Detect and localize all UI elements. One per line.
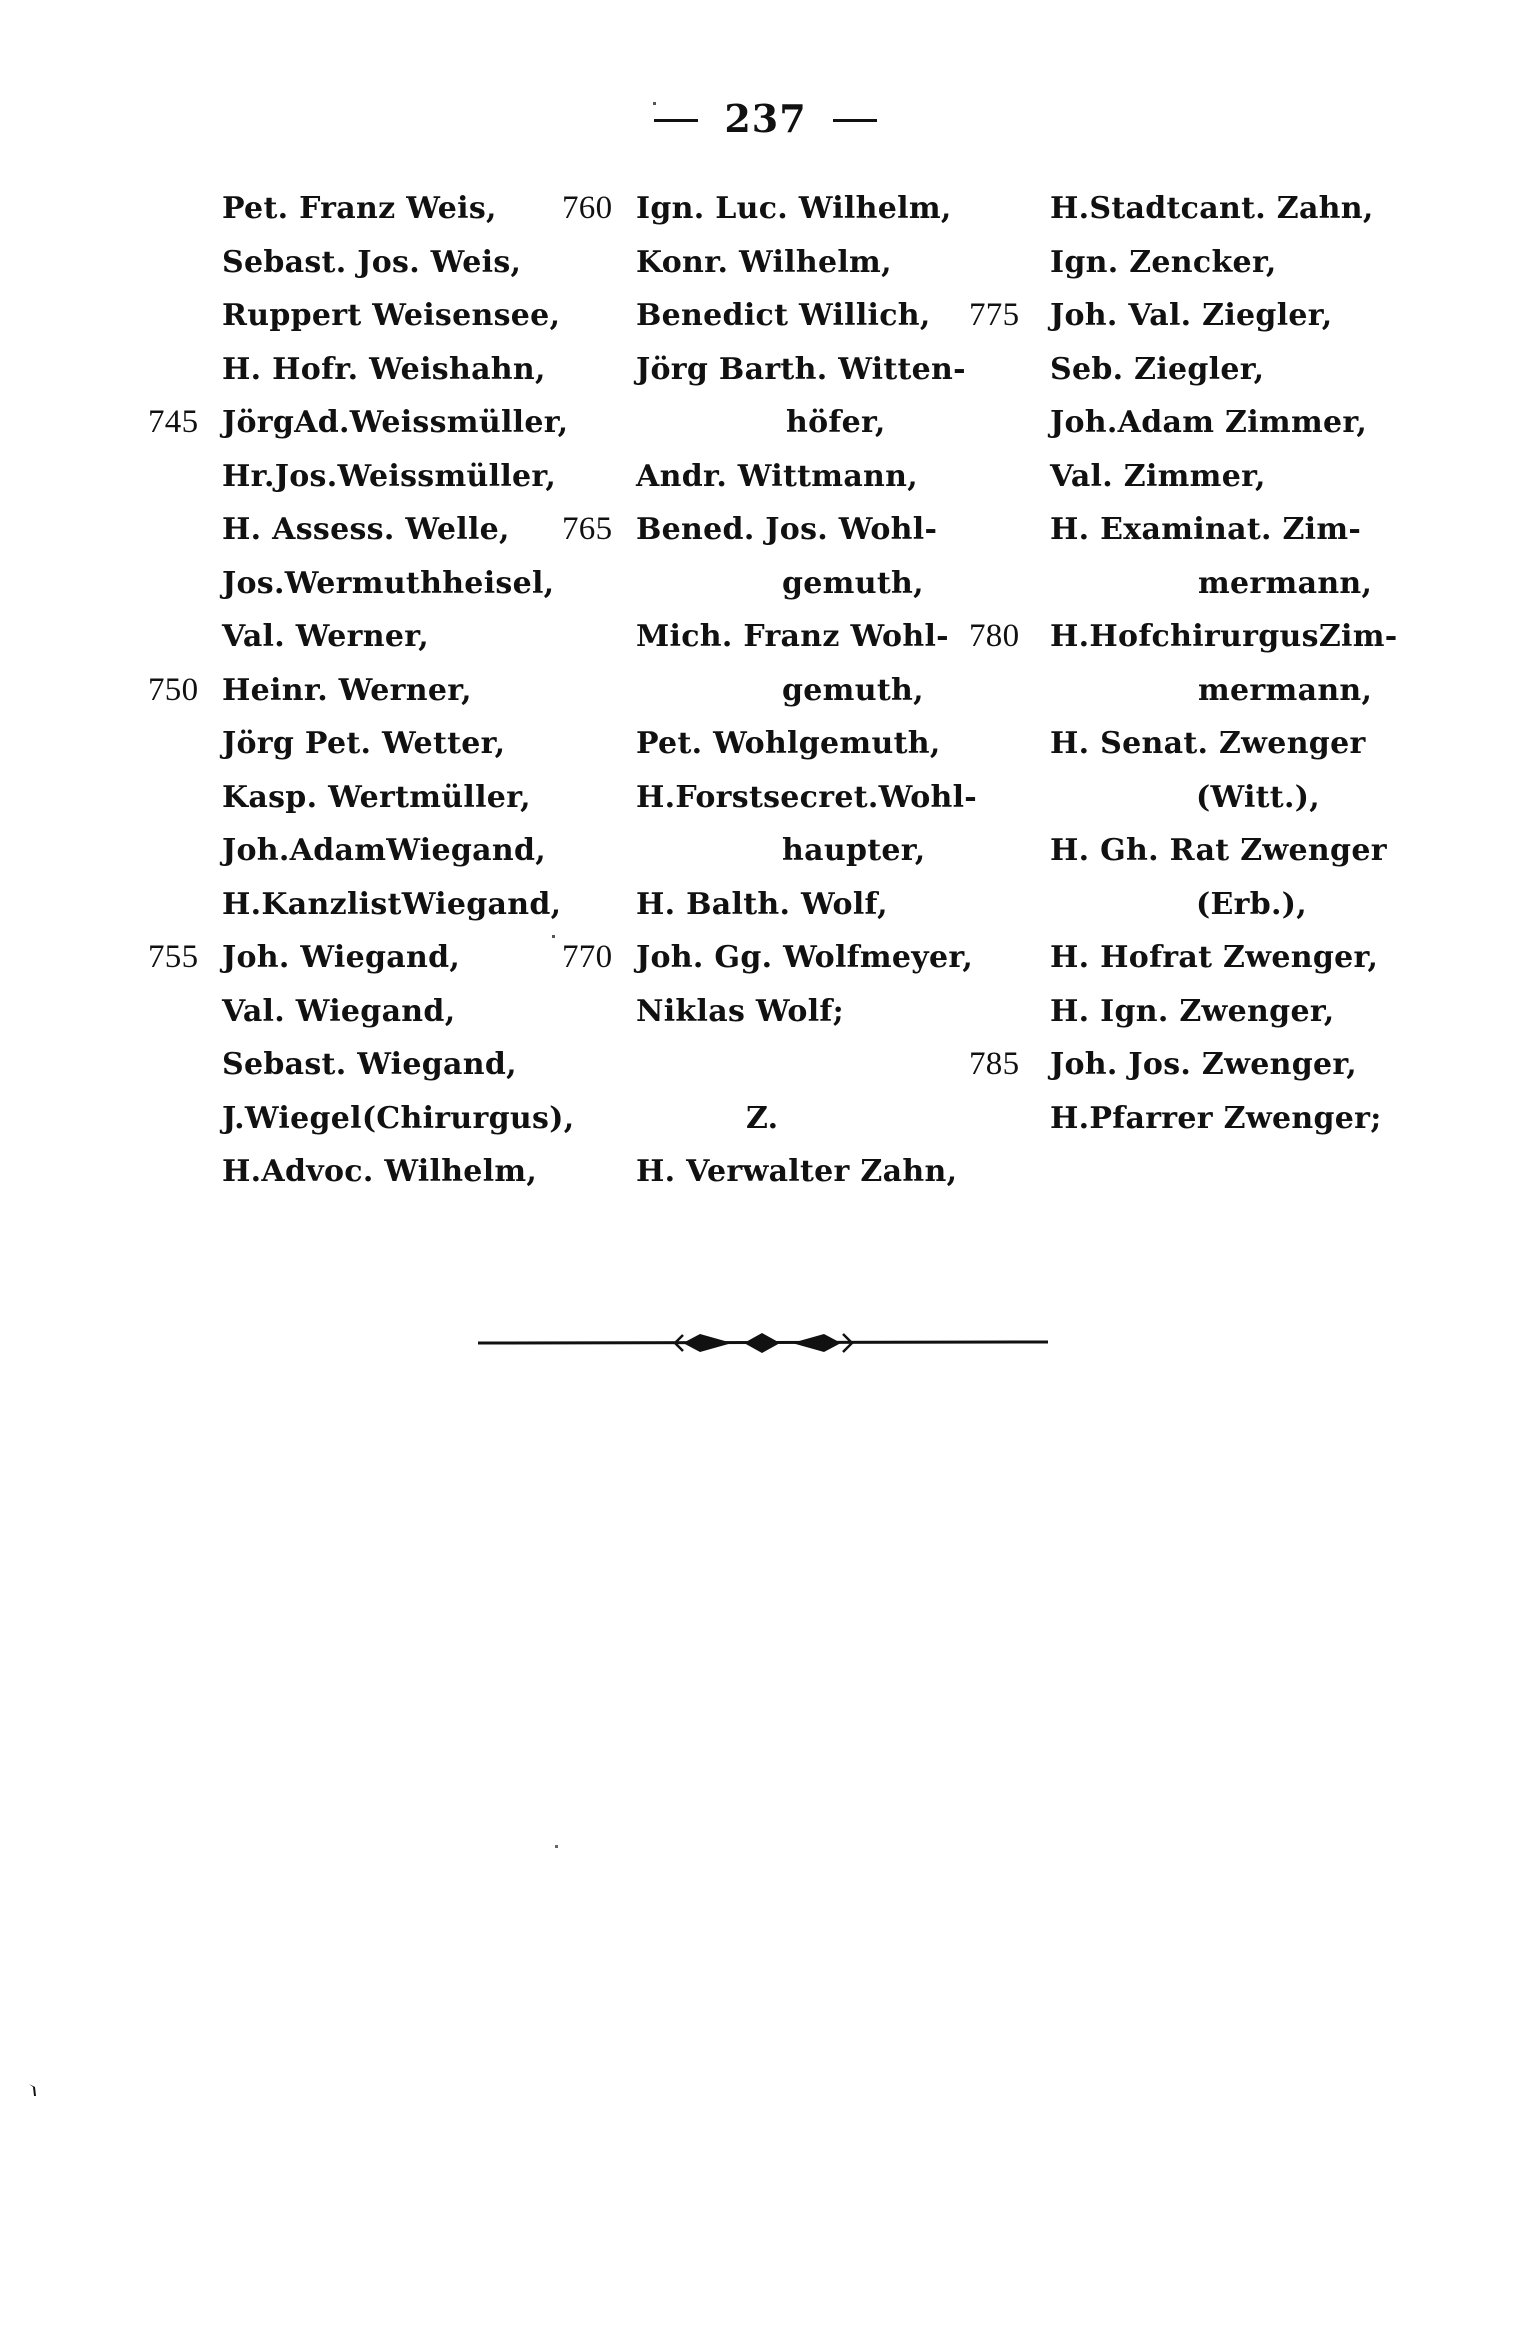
entry-name: H. Hofr. Weishahn, xyxy=(222,351,546,387)
entry-name: Ruppert Weisensee, xyxy=(222,298,561,333)
em-dash-right xyxy=(833,119,877,122)
entry-name: (Erb.), xyxy=(1196,886,1308,922)
entry-name: Andr. Wittmann, xyxy=(636,458,919,494)
entry-name: Jörg Pet. Wetter, xyxy=(222,726,506,761)
entry-name: höfer, xyxy=(786,405,886,440)
entry-name: H. Ign. Zwenger, xyxy=(1050,993,1335,1029)
entry-name: Val. Wiegand, xyxy=(222,993,456,1029)
entry-name: Val. Zimmer, xyxy=(1050,458,1266,494)
entry-name: Joh. Wiegand, xyxy=(222,940,461,975)
entry-name: Ign. Luc. Wilhelm, xyxy=(636,191,952,226)
entry-number: 750 xyxy=(148,671,199,708)
entry-name: Joh. Jos. Zwenger, xyxy=(1050,1047,1358,1082)
entry-name: gemuth, xyxy=(782,565,924,601)
entry-name: Sebast. Jos. Weis, xyxy=(222,244,522,280)
entry-number: 765 xyxy=(562,511,613,547)
entry-name: Ign. Zencker, xyxy=(1050,244,1277,280)
entry-name: Heinr. Werner, xyxy=(222,672,472,708)
entry-name: Joh. Gg. Wolfmeyer, xyxy=(636,940,974,975)
entry-name: Jörg Barth. Witten- xyxy=(636,351,966,387)
entry-name: H. Balth. Wolf, xyxy=(636,886,888,922)
entry-name: Val. Werner, xyxy=(222,619,429,654)
entry-number: 770 xyxy=(562,939,613,975)
stray-mark-icon xyxy=(28,2083,38,2097)
entry-name: Pet. Franz Weis, xyxy=(222,191,497,226)
entry-name: Niklas Wolf; xyxy=(636,993,845,1029)
entry-name: Joh. Val. Ziegler, xyxy=(1050,298,1333,333)
section-letter: Z. xyxy=(746,1100,779,1136)
entry-name: Joh.AdamWiegand, xyxy=(222,833,546,868)
entry-name: Benedict Willich, xyxy=(636,298,931,333)
em-dash-left xyxy=(654,119,698,122)
entry-name: H. Examinat. Zim- xyxy=(1050,512,1362,547)
entry-name: Mich. Franz Wohl- xyxy=(636,619,949,654)
entry-name: mermann, xyxy=(1198,672,1373,708)
entry-name: JörgAd.Weissmüller, xyxy=(222,405,569,440)
stray-dot xyxy=(555,1845,558,1848)
entry-name: H. Assess. Welle, xyxy=(222,512,510,547)
entry-name: gemuth, xyxy=(782,672,924,708)
entry-name: H. Verwalter Zahn, xyxy=(636,1154,958,1189)
entry-name: Seb. Ziegler, xyxy=(1050,351,1265,387)
entry-name: Hr.Jos.Weissmüller, xyxy=(222,458,557,494)
entry-name: mermann, xyxy=(1198,565,1373,601)
entry-number: 755 xyxy=(148,939,199,975)
ornament-divider-icon xyxy=(478,1326,1048,1360)
entry-name: H.HofchirurgusZim- xyxy=(1050,619,1398,654)
entry-number: 780 xyxy=(969,618,1020,654)
stray-dot xyxy=(653,102,656,105)
entry-name: H. Hofrat Zwenger, xyxy=(1050,940,1379,975)
page-number xyxy=(0,96,1531,141)
entry-name: Joh.Adam Zimmer, xyxy=(1050,405,1368,440)
entry-name: Kasp. Wertmüller, xyxy=(222,779,531,815)
entry-name: H.Forstsecret.Wohl- xyxy=(636,779,978,815)
entry-name: (Witt.), xyxy=(1196,779,1320,815)
entry-name: H. Gh. Rat Zwenger xyxy=(1050,833,1387,868)
entry-number: 745 xyxy=(148,404,199,440)
entry-name: H. Senat. Zwenger xyxy=(1050,726,1366,761)
entry-name: Jos.Wermuthheisel, xyxy=(222,565,555,601)
entry-name: H.Stadtcant. Zahn, xyxy=(1050,191,1374,226)
entry-name: Sebast. Wiegand, xyxy=(222,1047,517,1082)
page-number-value: 237 xyxy=(724,96,807,141)
entry-name: Konr. Wilhelm, xyxy=(636,244,892,280)
stray-dot xyxy=(552,935,555,938)
entry-name: H.Pfarrer Zwenger; xyxy=(1050,1100,1382,1136)
entry-name: haupter, xyxy=(782,833,926,868)
entry-name: Bened. Jos. Wohl- xyxy=(636,512,938,547)
entry-name: H.KanzlistWiegand, xyxy=(222,886,562,922)
entry-name: J.Wiegel(Chirurgus), xyxy=(222,1100,575,1136)
entry-number: 775 xyxy=(969,297,1020,333)
entry-number: 785 xyxy=(969,1046,1020,1082)
entry-number: 760 xyxy=(562,190,613,226)
entry-name: Pet. Wohlgemuth, xyxy=(636,726,941,761)
entry-name: H.Advoc. Wilhelm, xyxy=(222,1154,538,1189)
